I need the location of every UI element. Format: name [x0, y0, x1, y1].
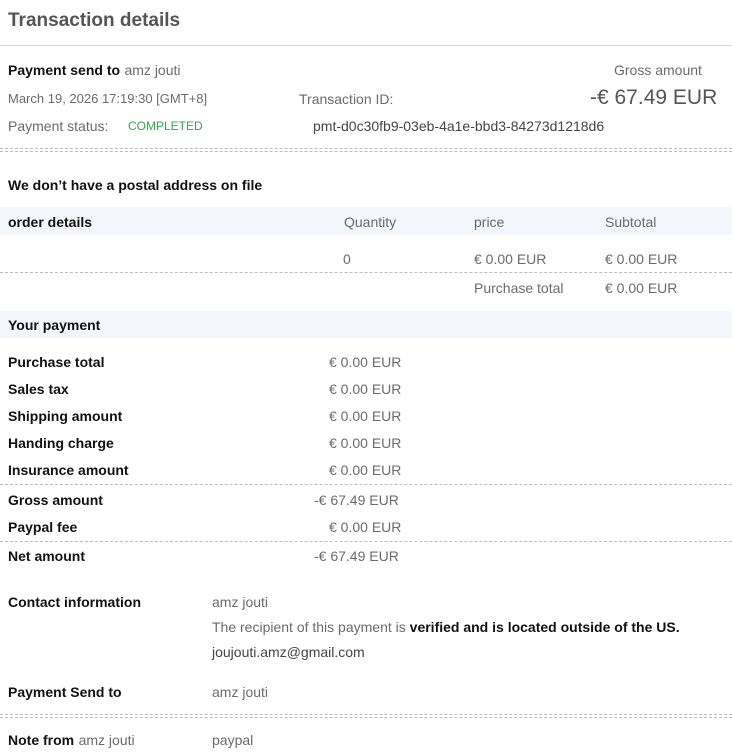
payment-row-value: € 0.00 EUR — [329, 519, 402, 535]
payment-send-to-label: Payment send to — [8, 62, 121, 78]
divider — [0, 148, 732, 149]
note-from-name: amz jouti — [78, 732, 135, 748]
payment-row-label: Handing charge — [8, 435, 114, 451]
subtotal-column-header: Subtotal — [605, 214, 657, 230]
transaction-id-label: Transaction ID: — [299, 91, 394, 107]
gross-amount-label: Gross amount — [614, 62, 702, 78]
payment-send-to-section-label: Payment Send to — [8, 684, 122, 700]
payment-row-value: € 0.00 EUR — [329, 435, 402, 451]
contact-name: amz jouti — [212, 594, 269, 610]
payment-send-to-name: amz jouti — [124, 62, 181, 78]
gross-amount-value: -€ 67.49 EUR — [590, 86, 718, 109]
status-badge: COMPLETED — [128, 119, 203, 133]
your-payment-header-band — [0, 311, 732, 338]
verification-note-status: verified and is located outside of the US. — [409, 619, 680, 635]
payment-row-value: -€ 67.49 EUR — [314, 548, 399, 564]
divider — [0, 541, 732, 542]
payment-row-label: Insurance amount — [8, 462, 129, 478]
payment-row-label: Paypal fee — [8, 519, 78, 535]
note-content: paypal — [212, 732, 254, 748]
page-title: Transaction details — [8, 10, 181, 31]
verification-note-prefix: The recipient of this payment is — [212, 619, 410, 635]
quantity-column-header: Quantity — [344, 214, 397, 230]
order-subtotal-cell: € 0.00 EUR — [605, 251, 678, 267]
payment-row-value: € 0.00 EUR — [329, 462, 402, 478]
recipient-verification-note — [212, 619, 680, 635]
price-column-header: price — [474, 214, 505, 230]
payment-send-to-value: amz jouti — [212, 684, 269, 700]
order-price-cell: € 0.00 EUR — [474, 251, 547, 267]
payment-row-value: € 0.00 EUR — [329, 408, 402, 424]
payment-row-label: Shipping amount — [8, 408, 123, 424]
payment-row-label: Purchase total — [8, 354, 105, 370]
your-payment-heading: Your payment — [8, 317, 101, 333]
divider — [0, 151, 732, 152]
payment-row-value: € 0.00 EUR — [329, 381, 402, 397]
payment-row-value: -€ 67.49 EUR — [314, 492, 399, 508]
payment-row-label: Sales tax — [8, 381, 69, 397]
transaction-id-value[interactable]: pmt-d0c30fb9-03eb-4a1e-bbd3-84273d1218d6 — [313, 118, 605, 134]
divider — [0, 714, 732, 715]
payment-row-label: Net amount — [8, 548, 85, 564]
note-from-line — [8, 732, 135, 750]
postal-address-notice: We don’t have a postal address on file — [8, 177, 263, 193]
payment-send-to-line — [8, 62, 181, 80]
transaction-date: March 19, 2026 17:19:30 [GMT+8] — [8, 91, 208, 106]
header-divider — [0, 45, 732, 46]
payment-row-value: € 0.00 EUR — [329, 354, 402, 370]
contact-information-label: Contact information — [8, 594, 141, 610]
purchase-total-value: € 0.00 EUR — [605, 280, 678, 296]
divider — [0, 484, 732, 485]
divider — [0, 717, 732, 718]
payment-status-label: Payment status: — [8, 118, 109, 134]
payment-row-label: Gross amount — [8, 492, 103, 508]
contact-email[interactable]: joujouti.amz@gmail.com — [212, 644, 365, 660]
order-details-heading: order details — [8, 214, 93, 230]
divider — [0, 272, 732, 273]
purchase-total-label: Purchase total — [474, 280, 564, 296]
note-from-label: Note from — [8, 732, 75, 748]
order-quantity-cell: 0 — [343, 251, 351, 267]
